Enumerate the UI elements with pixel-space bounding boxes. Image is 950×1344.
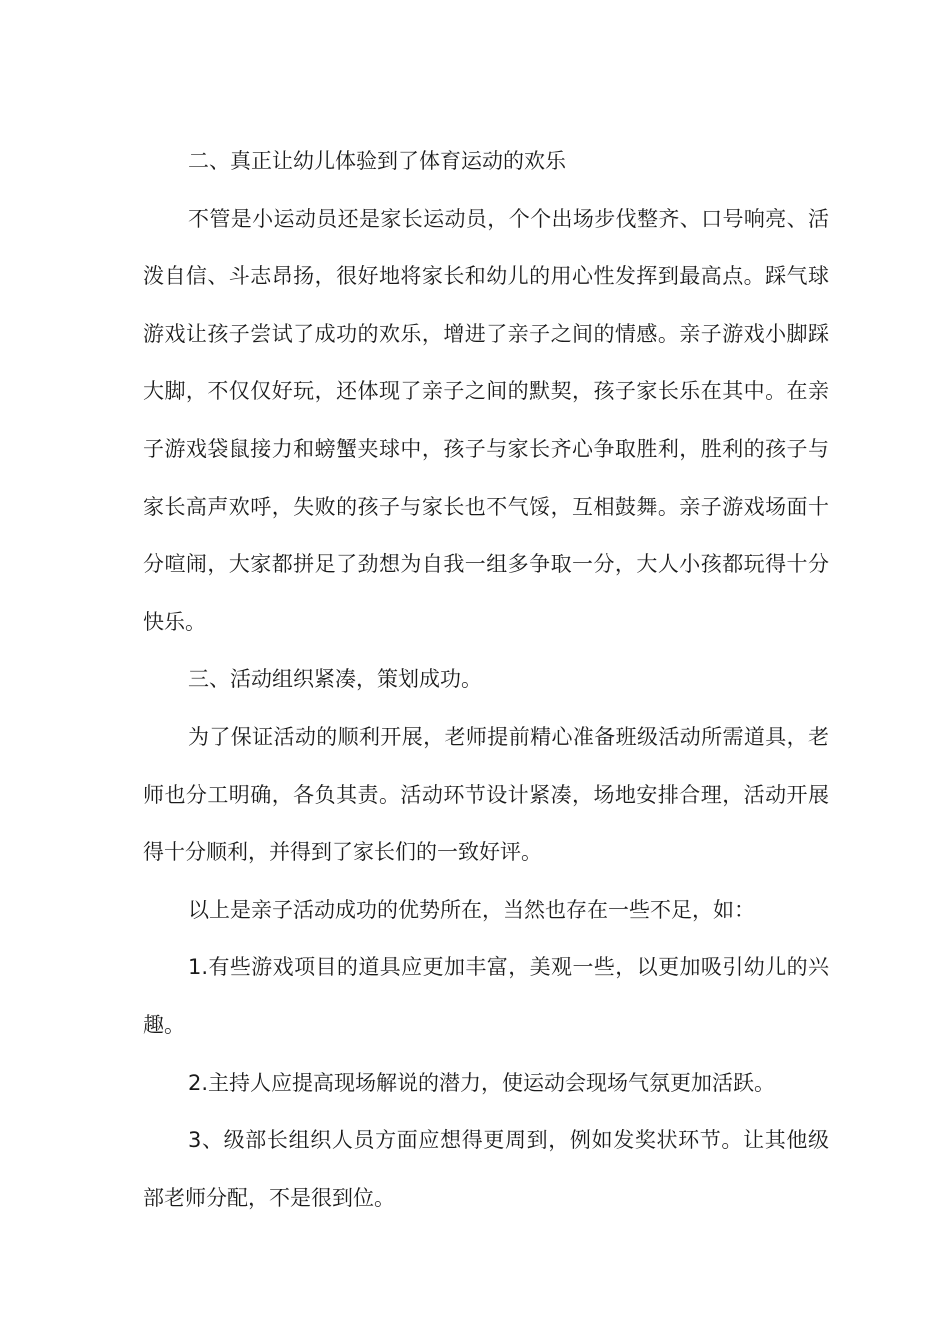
list-item-1: 1.有些游戏项目的道具应更加丰富，美观一些，以更加吸引幼儿的兴趣。: [143, 955, 829, 1037]
body-paragraph-joy: 不管是小运动员还是家长运动员，个个出场步伐整齐、口号响亮、活泼自信、斗志昂扬，很好地将家长和幼儿的用心性发挥到最高点。踩气球游戏让孩子尝试了成功的欢乐，增进了亲子之间的情感。亲子游戏小脚踩大脚，不仅仅好玩，还体现了亲子之间的默契，孩子家长乐在其中。在亲子游戏袋鼠接力和螃蟹夹球中，孩子与家长齐心争取胜利，胜利的孩子与家长高声欢呼，失败的孩子与家长也不气馁，互相鼓舞。亲子游戏场面十分喧闹，大家都拼足了劲想为自我一组多争取一分，大人小孩都玩得十分快乐。: [143, 206, 829, 634]
body-paragraph-shortcomings-intro: 以上是亲子活动成功的优势所在，当然也存在一些不足，如：: [188, 897, 755, 922]
list-item-2: 2.主持人应提高现场解说的潜力，使运动会现场气氛更加活跃。: [188, 1070, 776, 1095]
document-body: [143, 133, 829, 1227]
section-heading-3: 三、活动组织紧凑，策划成功。: [188, 667, 482, 692]
section-heading-2: 二、真正让幼儿体验到了体育运动的欢乐: [188, 149, 566, 173]
list-item-3: 3、级部长组织人员方面应想得更周到，例如发奖状环节。让其他级部老师分配，不是很到位。: [143, 1128, 829, 1210]
body-paragraph-organization: 为了保证活动的顺利开展，老师提前精心准备班级活动所需道具，老师也分工明确，各负其责。活动环节设计紧凑，场地安排合理，活动开展得十分顺利，并得到了家长们的一致好评。: [143, 724, 829, 865]
